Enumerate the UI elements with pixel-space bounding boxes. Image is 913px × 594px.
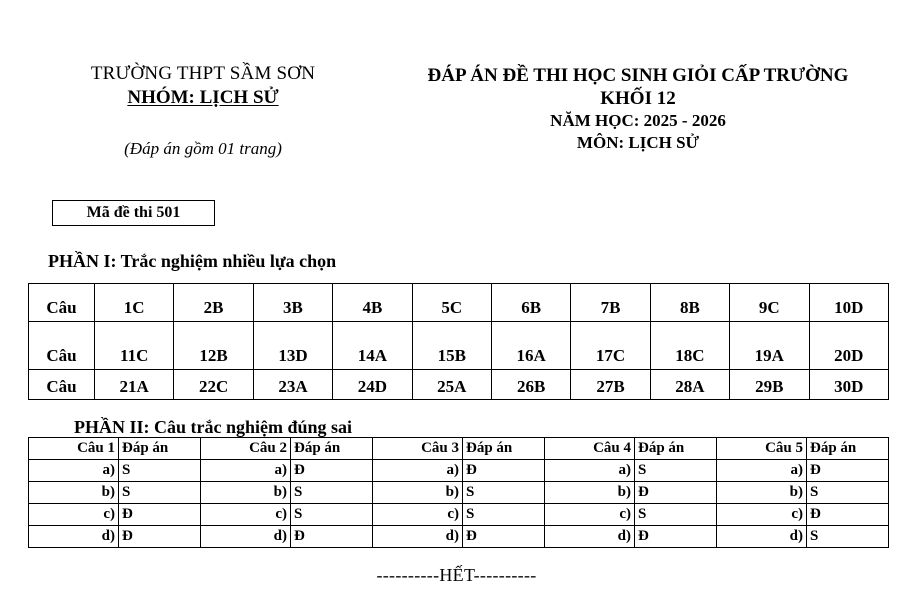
part2-answer-cell: Đ (291, 526, 373, 548)
part2-row (29, 504, 889, 526)
part2-question-header: Câu 4 (545, 438, 635, 460)
part1-answer-cell: 16A (491, 322, 570, 370)
part2-sub-label: a) (717, 460, 807, 482)
part2-sub-label: a) (201, 460, 291, 482)
part2-sub-label: a) (545, 460, 635, 482)
part2-answer-cell: Đ (635, 526, 717, 548)
pages-note: (Đáp án gồm 01 trang) (124, 139, 282, 158)
grade-line: KHỐI 12 (600, 88, 676, 109)
part2-heading: PHẦN II: Câu trắc nghiệm đúng sai (74, 417, 353, 437)
part2-answer-cell: S (119, 460, 201, 482)
part2-sub-label: d) (717, 526, 807, 548)
part2-answer-cell: S (807, 526, 889, 548)
part2-sub-label: c) (545, 504, 635, 526)
part2-sub-label: b) (373, 482, 463, 504)
part2-header-row (29, 438, 889, 460)
part1-row (29, 322, 889, 370)
part2-answer-cell: Đ (463, 460, 545, 482)
part2-answer-cell: S (635, 460, 717, 482)
part1-row (29, 284, 889, 322)
part2-answer-cell: Đ (119, 526, 201, 548)
school-year-line: NĂM HỌC: 2025 - 2026 (550, 111, 726, 130)
part1-answer-cell: 11C (95, 322, 174, 370)
part2-sub-label: c) (373, 504, 463, 526)
part2-sub-label: b) (545, 482, 635, 504)
part1-answer-cell: 9C (730, 284, 809, 322)
part1-answer-cell: 22C (174, 370, 253, 400)
part2-question-header: Câu 3 (373, 438, 463, 460)
part1-answer-cell: 8B (650, 284, 729, 322)
part2-answer-header: Đáp án (291, 438, 373, 460)
part1-heading: PHẦN I: Trắc nghiệm nhiều lựa chọn (48, 251, 337, 271)
part1-answer-cell: 25A (412, 370, 491, 400)
part2-answer-header: Đáp án (119, 438, 201, 460)
part1-row-label: Câu (29, 322, 95, 370)
part2-sub-label: c) (717, 504, 807, 526)
part1-answer-cell: 21A (95, 370, 174, 400)
part1-answer-cell: 28A (650, 370, 729, 400)
part2-answer-cell: Đ (807, 460, 889, 482)
part1-row-label: Câu (29, 370, 95, 400)
part1-answer-cell: 19A (730, 322, 809, 370)
part1-answer-cell: 27B (571, 370, 650, 400)
part2-sub-label: d) (545, 526, 635, 548)
part1-answer-table (28, 283, 889, 400)
part2-sub-label: b) (29, 482, 119, 504)
school-name: TRƯỜNG THPT SẦM SƠN (90, 63, 316, 84)
exam-code-box (52, 200, 215, 226)
group-name: NHÓM: LỊCH SỬ (127, 87, 279, 108)
part1-answer-cell: 26B (491, 370, 570, 400)
part1-row (29, 370, 889, 400)
part2-sub-label: b) (201, 482, 291, 504)
part2-question-header: Câu 1 (29, 438, 119, 460)
part2-sub-label: c) (29, 504, 119, 526)
part2-answer-cell: S (807, 482, 889, 504)
part1-answer-cell: 6B (491, 284, 570, 322)
part1-answer-cell: 12B (174, 322, 253, 370)
document-header (0, 62, 913, 172)
document-title: ĐÁP ÁN ĐỀ THI HỌC SINH GIỎI CẤP TRƯỜNG (427, 65, 849, 86)
part1-answer-cell: 2B (174, 284, 253, 322)
part1-row-label: Câu (29, 284, 95, 322)
part2-answer-cell: Đ (635, 482, 717, 504)
part1-answer-cell: 30D (809, 370, 888, 400)
part1-answer-cell: 17C (571, 322, 650, 370)
subject-line: MÔN: LỊCH SỬ (576, 133, 700, 152)
part1-answer-cell: 4B (333, 284, 412, 322)
part2-answer-cell: Đ (119, 504, 201, 526)
part2-sub-label: a) (29, 460, 119, 482)
part2-sub-label: b) (717, 482, 807, 504)
part1-answer-cell: 20D (809, 322, 888, 370)
part1-answer-cell: 29B (730, 370, 809, 400)
part2-row (29, 460, 889, 482)
header-left-block (28, 62, 378, 160)
part2-sub-label: d) (201, 526, 291, 548)
part2-answer-cell: S (463, 504, 545, 526)
part2-answer-header: Đáp án (635, 438, 717, 460)
part1-answer-cell: 5C (412, 284, 491, 322)
part1-answer-cell: 3B (253, 284, 332, 322)
part1-answer-cell: 24D (333, 370, 412, 400)
part1-answer-cell: 13D (253, 322, 332, 370)
part1-answer-cell: 14A (333, 322, 412, 370)
part2-sub-label: a) (373, 460, 463, 482)
part1-answer-cell: 7B (571, 284, 650, 322)
part2-row (29, 526, 889, 548)
part1-answer-cell: 1C (95, 284, 174, 322)
part2-answer-header: Đáp án (463, 438, 545, 460)
part2-answer-cell: S (463, 482, 545, 504)
end-marker: ----------HẾT---------- (376, 565, 537, 585)
part1-answer-cell: 18C (650, 322, 729, 370)
part2-question-header: Câu 5 (717, 438, 807, 460)
part2-sub-label: c) (201, 504, 291, 526)
part2-sub-label: d) (29, 526, 119, 548)
part1-answer-cell: 23A (253, 370, 332, 400)
part2-answer-cell: Đ (463, 526, 545, 548)
header-right-block (378, 64, 898, 154)
exam-code-label: Mã đề thi 501 (86, 204, 181, 221)
part2-sub-label: d) (373, 526, 463, 548)
part2-answer-cell: S (635, 504, 717, 526)
part2-question-header: Câu 2 (201, 438, 291, 460)
part2-answer-cell: Đ (807, 504, 889, 526)
part2-row (29, 482, 889, 504)
part2-answer-cell: S (291, 504, 373, 526)
part2-answer-cell: Đ (291, 460, 373, 482)
part1-answer-cell: 15B (412, 322, 491, 370)
part2-answer-cell: S (291, 482, 373, 504)
part2-answer-header: Đáp án (807, 438, 889, 460)
part2-answer-cell: S (119, 482, 201, 504)
part2-answer-table (28, 437, 889, 548)
part1-answer-cell: 10D (809, 284, 888, 322)
